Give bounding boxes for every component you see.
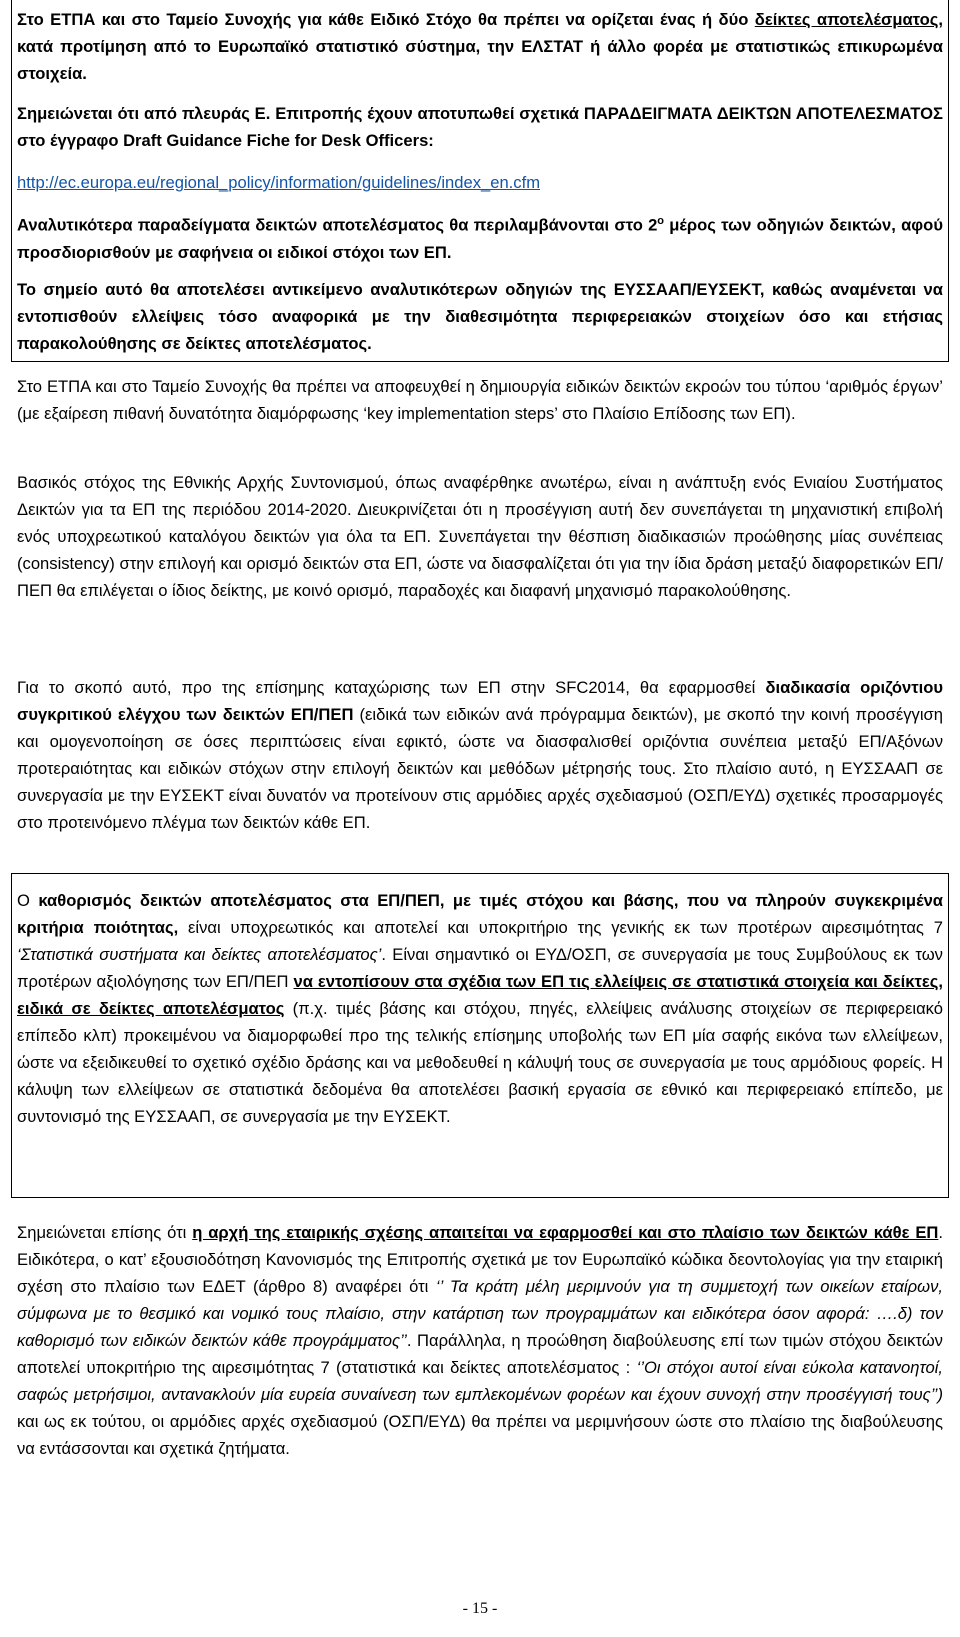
text-run: είναι υποχρεωτικός και αποτελεί και υποκριτήριο της γενικής εκ των προτέρων αιρεσιμότητας 7	[178, 918, 943, 937]
text-run: . Παράλληλα, η προώθηση διαβούλευσης επί των τιμών στόχου δεικτών αποτελεί υποκριτήριο της αιρεσιμότητας 7 (στατιστικά και δείκτες αποτελέσματος :	[17, 1331, 943, 1377]
bold-term: διαδικασία οριζόντιου συγκριτικού ελέγχου των δεικτών ΕΠ/ΠΕΠ	[17, 678, 944, 724]
paragraph-detailed-examples	[17, 208, 943, 266]
paragraph-further-guidance: Το σημείο αυτό θα αποτελέσει αντικείμενο αναλυτικότερων οδηγιών της ΕΥΣΣΑΑΠ/ΕΥΣΕΚΤ, καθώς αναμένεται να εντοπισθούν ελλείψεις τόσο αναφορικά με την διαθεσιμότητα περιφερειακών στοιχείων όσο και ετήσιας παρακολούθησης σε δείκτες αποτελέσματος.	[17, 280, 943, 353]
text-run: Αναλυτικότερα παραδείγματα δεικτών αποτελέσματος θα περιλαμβάνονται στο 2	[17, 215, 658, 235]
paragraph-link	[17, 169, 943, 196]
paragraph-avoid-output-indicators: Στο ΕΤΠΑ και στο Ταμείο Συνοχής θα πρέπει να αποφευχθεί η δημιουργία ειδικών δεικτών εκροών του τύπου ‘αριθμός έργων’ (με εξαίρεση πιθανή δυνατότητα διαμόρφωσης ‘key implementation steps’ στο Πλαίσιο Επίδοσης των ΕΠ).	[17, 377, 943, 423]
text-run: (ειδικά των ειδικών ανά πρόγραμμα δεικτών), με σκοπό την κοινή προσέγγιση και ομογενοποίηση σε όσες περιπτώσεις είναι εφικτό, ώστε να διασφαλισθεί οριζόντια συνέπεια μεταξύ ΕΠ/Αξόνων προτεραιότητας και ειδικών στόχων στην επιλογή δεικτών και μεθόδων μέτρησής τους. Στο πλαίσιο αυτό, η ΕΥΣΣΑΑΠ σε συνεργασία με την ΕΥΣΕΚΤ είναι δυνατόν να προτείνουν στις αρμόδιες αρχές σχεδιασμού (ΟΣΠ/ΕΥΔ) σχετικές προσαρμογές στο προτεινόμενο πλέγμα των δεικτών κάθε ΕΠ.	[17, 705, 944, 832]
text-run: Στο ΕΤΠΑ και στο Ταμείο Συνοχής για κάθε Ειδικό Στόχο θα πρέπει να ορίζεται ένας ή δύο	[17, 10, 755, 29]
text-run: κατά προτίμηση από το Ευρωπαϊκό στατιστικό σύστημα, την ΕΛΣΤΑΤ ή άλλο φορέα με στατιστικώς επικυρωμένα στοιχεία.	[17, 37, 943, 83]
text-run: . Είναι σημαντικό οι ΕΥΔ/ΟΣΠ, σε συνεργασία με τους Συμβούλους εκ των προτέρων αξιολόγησης των ΕΠ/ΠΕΠ	[17, 945, 943, 991]
paragraph-partnership-principle	[17, 1219, 943, 1462]
text-run: Ο	[17, 891, 39, 910]
italic-quote: ‘’Οι στόχοι αυτοί είναι εύκολα κατανοητοί, σαφώς μετρήσιμοι, αντανακλούν μία ευρεία συναίνεση των εμπλεκομένων φορέων και έχουν συνοχή στην προσέγγισή τους’’)	[17, 1358, 943, 1404]
text-run: μέρος των οδηγιών δεικτών, αφού προσδιορισθούν με σαφήνεια οι ειδικοί στόχοι των ΕΠ.	[17, 215, 943, 262]
italic-quote: ‘’ Τα κράτη μέλη μεριμνούν για τη συμμετοχή των οικείων εταίρων, σύμφωνα με το θεσμικό και νομικό τους πλαίσιο, στην κατάρτιση των προγραμμάτων και ειδικότερα όσον αφορά: ….δ) τον καθορισμό των ειδικών δεικτών κάθε προγράμματος’’	[17, 1277, 943, 1350]
underlined-term: δείκτες αποτελέσματος,	[754, 10, 944, 29]
guidelines-link[interactable]: http://ec.europa.eu/regional_policy/information/guidelines/index_en.cfm	[17, 173, 541, 192]
italic-quote: ‘Στατιστικά συστήματα και δείκτες αποτελέσματος’	[17, 945, 382, 964]
bold-term: καθορισμός δεικτών αποτελέσματος στα ΕΠ/ΠΕΠ, με τιμές στόχου και βάσης, που να πληρούν συγκεκριμένα κριτήρια ποιότητας,	[17, 891, 943, 937]
text-run: Για το σκοπό αυτό, προ της επίσημης καταχώρισης των ΕΠ στην SFC2014, θα εφαρμοσθεί	[17, 678, 766, 697]
text-run: . Ειδικότερα, ο κατ’ εξουσιοδότηση Κανονισμός της Επιτροπής σχετικά με τον Ευρωπαϊκό κώδικα δεοντολογίας για την εταιρική σχέση στο πλαίσιο των ΕΔΕΤ (άρθρο 8) αναφέρει ότι	[17, 1223, 944, 1296]
paragraph-horizontal-check	[17, 674, 943, 836]
text-run: και ως εκ τούτου, οι αρμόδιες αρχές σχεδιασμού (ΟΣΠ/ΕΥΔ) θα πρέπει να μεριμνήσουν ώστε στο πλαίσιο της διαβούλευσης να εντάσσονται και σχετικά ζητήματα.	[17, 1412, 943, 1458]
paragraph-commission-examples: Σημειώνεται ότι από πλευράς Ε. Επιτροπής έχουν αποτυπωθεί σχετικά ΠΑΡΑΔΕΙΓΜΑΤΑ ΔΕΙΚΤΩΝ ΑΠΟΤΕΛΕΣΜΑΤΟΣ στο έγγραφο Draft Guidance Fiche for Desk Officers:	[17, 104, 943, 150]
paragraph-result-indicators	[17, 6, 943, 87]
paragraph-unified-system: Βασικός στόχος της Εθνικής Αρχής Συντονισμού, όπως αναφέρθηκε ανωτέρω, είναι η ανάπτυξη ενός Ενιαίου Συστήματος Δεικτών για τα ΕΠ της περιόδου 2014-2020. Διευκρινίζεται ότι η προσέγγιση αυτή δεν συνεπάγεται τη μηχανιστική επιβολή ενός υποχρεωτικού καταλόγου δεικτών για όλα τα ΕΠ. Συνεπάγεται την θέσπιση διαδικασιών προώθησης μίας συνέπειας (consistency) στην επιλογή και ορισμό δεικτών στα ΕΠ, ώστε να διασφαλίζεται ότι για την ίδια δράση μεταξύ διαφορετικών ΕΠ/ΠΕΠ θα επιλέγεται ο ίδιος δείκτης, με κοινό ορισμό, παραδοχές και διαφανή μηχανισμό παρακολούθησης.	[17, 473, 943, 600]
bold-underlined-term: η αρχή της εταιρικής σχέσης απαιτείται να εφαρμοσθεί και στο πλαίσιο των δεικτών κάθε ΕΠ	[192, 1223, 939, 1242]
bold-underlined-term: να εντοπίσουν στα σχέδια των ΕΠ τις ελλείψεις σε στατιστικά στοιχεία και δείκτες, ειδικά σε δείκτες αποτελέσματος	[17, 972, 943, 1018]
text-run: Σημειώνεται επίσης ότι	[17, 1223, 193, 1242]
page-number: - 15 -	[462, 1600, 498, 1617]
paragraph-indicator-definition	[17, 887, 943, 1130]
text-run: (π.χ. τιμές βάσης και στόχου, πηγές, ελλείψεις ανάλυσης στοιχείων σε περιφερειακό επίπεδο κλπ) προκειμένου να διαμορφωθεί προ της τελικής επίσημης υποβολής των ΕΠ μία σαφής εικόνα των ελλείψεων, ώστε να εξειδικευθεί το σχετικό σχέδιο δράσης και να μεθοδευθεί η κάλυψή τους σε συνεργασία με τους αρμόδιους φορείς. Η κάλυψη των ελλείψεων σε στατιστικά δεδομένα θα αποτελέσει βασική εργασία σε εθνικό και περιφερειακό επίπεδο, με συντονισμό της ΕΥΣΣΑΑΠ, σε συνεργασία με την ΕΥΣΕΚΤ.	[17, 999, 943, 1126]
superscript: ο	[657, 215, 665, 227]
